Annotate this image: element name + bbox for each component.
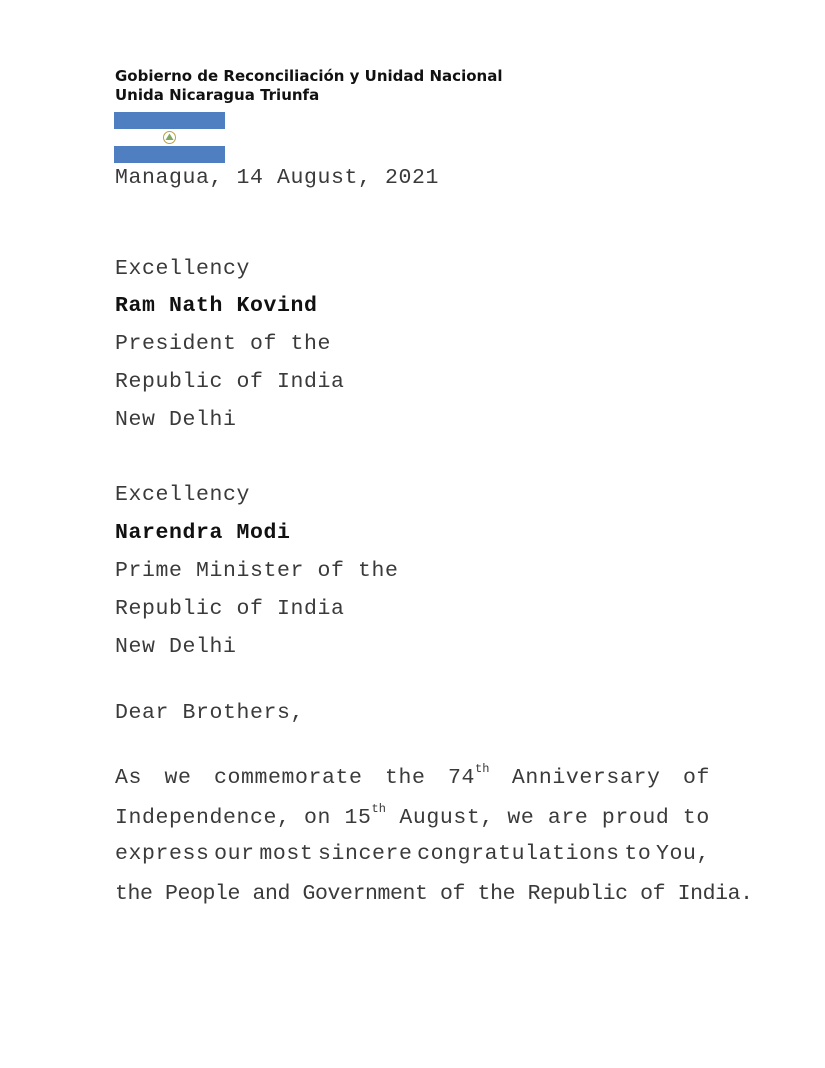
recipient2-name: Narendra Modi: [115, 521, 291, 545]
recipient2-country: Republic of India: [115, 597, 345, 621]
body-word: we: [164, 766, 192, 790]
body-last-line: the People and Government of the Republic of India.: [115, 882, 753, 906]
recipient1-country: Republic of India: [115, 370, 345, 394]
body-word: sincere: [317, 842, 413, 866]
recipient2-title: Prime Minister of the: [115, 559, 399, 583]
body-word: are: [547, 806, 589, 830]
recipient2-city: New Delhi: [115, 635, 237, 659]
body-word: of: [682, 766, 710, 790]
recipient1-city: New Delhi: [115, 408, 237, 432]
body-word: the: [385, 766, 426, 790]
body-word: on: [304, 806, 332, 830]
body-paragraph: [115, 762, 753, 922]
recipient2-salutation: Excellency: [115, 483, 251, 507]
recipient1-title: President of the: [115, 332, 332, 356]
body-word: express: [115, 842, 210, 866]
letterhead-government: Gobierno de Reconciliación y Unidad Nacional: [115, 67, 503, 85]
body-word: congratulations: [417, 842, 620, 866]
body-word: our: [214, 842, 255, 866]
recipient1-salutation: Excellency: [115, 257, 251, 281]
body-line: [115, 842, 710, 882]
body-word: Independence,: [115, 806, 291, 830]
letterhead: [115, 67, 502, 105]
nicaragua-flag-icon: [114, 112, 225, 163]
body-word: You,: [655, 842, 710, 866]
body-word: we: [507, 806, 535, 830]
body-line: [115, 762, 710, 802]
body-line: [115, 802, 710, 842]
greeting: Dear Brothers,: [115, 701, 305, 725]
body-word: 74th: [448, 762, 490, 790]
body-word: August,: [399, 806, 494, 830]
body-word: 15th: [344, 802, 386, 830]
letterhead-slogan: Unida Nicaragua Triunfa: [115, 86, 320, 104]
body-word: to: [682, 806, 710, 830]
body-word: commemorate: [214, 766, 363, 790]
body-word: Anniversary: [511, 766, 661, 790]
body-word: proud: [601, 806, 670, 830]
body-word: most: [259, 842, 314, 866]
body-word: As: [115, 766, 143, 790]
recipient1-name: Ram Nath Kovind: [115, 294, 318, 318]
letter-date: Managua, 14 August, 2021: [115, 166, 440, 190]
body-word: to: [624, 842, 652, 866]
body-line: [115, 882, 753, 922]
